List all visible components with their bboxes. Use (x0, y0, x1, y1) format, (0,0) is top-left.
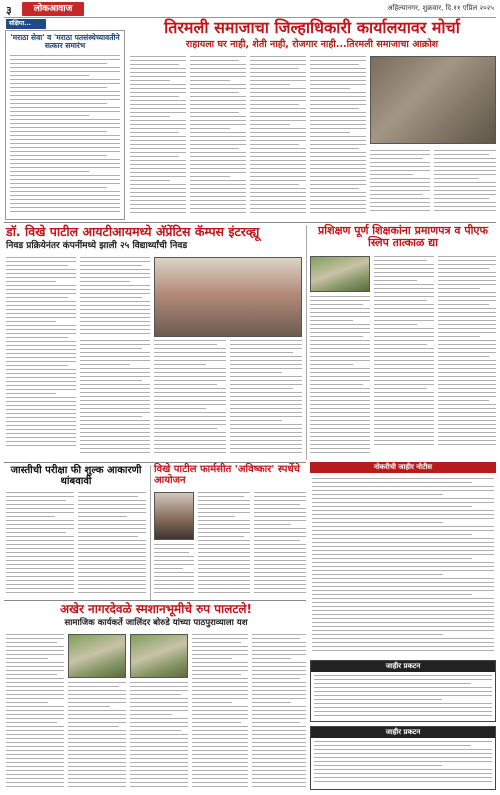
main-text-col-1 (130, 56, 186, 216)
section-tag: संक्षिप्त... (6, 19, 46, 29)
cemetery-text-col-3 (130, 682, 188, 790)
cemetery-subheadline: सामाजिक कार्यकर्ते जालिंदर बोरुडे यांच्या पाठपुराव्याला यश (64, 618, 248, 628)
iti-text-col-2 (80, 257, 150, 337)
public-notice-2-text (314, 741, 492, 789)
pharmacy-photo (154, 492, 194, 540)
main-text-col-4 (310, 56, 366, 216)
training-text-col-2 (374, 256, 434, 456)
iti-text-col-1 (6, 257, 76, 457)
main-subheadline: राहायला घर नाही, शेती नाही, रोजगार नाही...तिरमली समाजाचा आक्रोश (185, 39, 439, 50)
column-divider (150, 465, 151, 600)
main-text-col-5 (370, 150, 430, 216)
page-number: ३ (6, 4, 12, 17)
divider (4, 462, 306, 463)
iti-subheadline: निवड प्रक्रियेनंतर कंपनींमध्ये झाली २५ विद्यार्थ्यांची निवड (6, 241, 188, 251)
public-notice-1 (310, 660, 496, 722)
exam-text-col-1 (6, 492, 74, 596)
main-text-col-6 (434, 150, 496, 216)
divider (4, 222, 496, 223)
main-text-col-3 (250, 56, 306, 216)
iti-text-col-4 (154, 340, 226, 458)
public-notice-2-title: जाहीर प्रकटन (311, 727, 495, 738)
iti-headline: डॉ. विखे पाटील आयटीआयमध्ये अ‍ॅप्रेंटिस कॅम्पस इंटरव्ह्यू (6, 224, 260, 239)
brief-title: 'मराठा सेवा' व 'मराठा पतसंस्थेच्यावतीने सत्कार समारंभ (10, 33, 120, 51)
public-notice-1-text (314, 675, 492, 721)
protest-photo (370, 56, 496, 144)
training-text-col-3 (438, 256, 496, 456)
masthead-logo: लोकआवाज (22, 2, 84, 16)
cemetery-headline: अखेर नागरदेवळे स्मशानभूमीचे रुप पालटले! (59, 602, 253, 616)
exam-fee-headline: जास्तीची परीक्षा फी शुल्क आकारणी थांबवावी (10, 465, 142, 487)
cemetery-photo-2 (130, 634, 188, 678)
jobs-notice-title: नोकरीची जाहीर नोटीस (310, 462, 496, 473)
pharmacy-text-col-3 (254, 492, 306, 596)
training-text-col-1 (310, 296, 370, 456)
brief-box (5, 30, 125, 220)
jobs-notice-header (310, 462, 496, 474)
pharmacy-text-col-2 (198, 492, 250, 596)
cemetery-text-col-2 (68, 682, 126, 790)
training-photo (310, 256, 370, 292)
column-divider (306, 225, 307, 460)
divider (4, 600, 306, 601)
dateline: अहिल्यानगर, शुक्रवार, दि.११ एप्रिल २०२५ (387, 4, 494, 12)
brief-text (10, 55, 120, 217)
cemetery-photo-1 (68, 634, 126, 678)
public-notice-2 (310, 726, 496, 790)
main-headline: तिरमली समाजाचा जिल्हाधिकारी कार्यालयावर मोर्चा (164, 18, 460, 37)
pharmacy-text-col-1 (154, 544, 194, 596)
iti-text-col-5 (230, 340, 302, 458)
cemetery-text-col-5 (252, 634, 306, 790)
main-text-col-2 (190, 56, 246, 216)
cemetery-text-col-4 (192, 634, 248, 790)
iti-group-photo (154, 257, 302, 337)
public-notice-1-title: जाहीर प्रकटन (311, 661, 495, 672)
cemetery-text-col-1 (6, 634, 64, 790)
jobs-notice-text (312, 478, 494, 656)
training-headline: प्रशिक्षण पूर्ण शिक्षकांना प्रमाणपत्र व पीएफ स्लिप तात्काळ द्या (318, 224, 488, 249)
iti-text-col-3 (80, 340, 150, 458)
pharmacy-headline: विखे पाटील फार्मसीत 'अविष्कार' स्पर्धेचे आयोजन (154, 464, 300, 486)
exam-text-col-2 (78, 492, 146, 596)
